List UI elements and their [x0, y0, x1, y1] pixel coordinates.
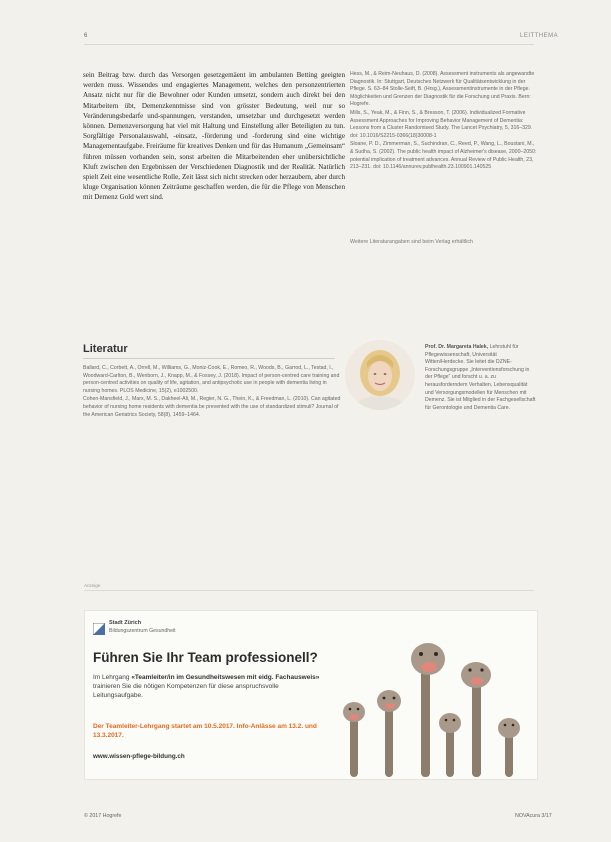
literature-heading: Literatur: [83, 343, 128, 355]
ad-text-course: «Teamleiter/in im Gesundheitswesen mit eidg. Fachausweis»: [131, 674, 320, 681]
ad-label: Anzeige: [84, 583, 101, 588]
author-name: Prof. Dr. Margareta Halek,: [425, 344, 489, 350]
city-logo-icon: [93, 622, 105, 634]
author-portrait: [345, 340, 415, 410]
author-bio: [425, 344, 537, 412]
reference-item: Hess, M., & Reim-Neuhaus, D. (2008). Assessment instruments als angewandte Diagnostik. In: Stuttgart, Deutsches Netzwerk für Qualitätsentwicklung in der Pflege. S. 63–84 Stolle-Seift, B. (Hrsg.), Assessmentinstrumente in der Pflege. Möglichkeiten und Grenzen der Diagnostik für die Forschung und Praxis. Bern: Hogrefe.: [350, 71, 535, 108]
footer-page-ref: NOVAcura 3/17: [515, 813, 552, 819]
author-bio-text: Lehrstuhl für Pflegewissenschaft, Universität Witten/Herdecke. Sie leitet die DZNE-Forschungsgruppe „Interventionsforschung in der Pflege“ und forscht u. a. zu herausforderndem Verhalten, Lebensqualität und Versorgungsmodellen für Menschen mit Demenz. Sie ist Mitglied in der Fachgesellschaft für Gerontologie und Dementia Care.: [425, 344, 536, 411]
reference-item: Cohen-Mansfield, J., Marx, M. S., Dakheel-Ali, M., Regier, N. G., Thein, K., & Freedman, L. (2010). Can agitated behavior of nursing home residents with dementia be prevented with the use of standardized stimuli? Journal of the American Geriatrics Society, 58(8), 1459–1464.: [83, 396, 341, 418]
ad-call-to-action: Der Teamleiter-Lehrgang startet am 10.5.2017. Info-Anlässe am 13.2. und 13.3.2017.: [93, 723, 317, 739]
ad-text: [93, 674, 323, 700]
literature-divider: [83, 358, 335, 359]
running-head: LEITTHEMA: [520, 33, 559, 39]
reference-item: Sloane, P. D., Zimmerman, S., Suchindran, C., Reed, P., Wang, L., Boustani, M., & Sudha, S. (2002). The public health impact of Alzheimer's disease, 2000–2050: potential implication of treatment advances. Annual Review of Public Health, 23, 213–231. doi: 10.1146/annurev.publhealth.23.100901.140525: [350, 141, 537, 171]
reference-item: Mills, S., Yeak, M., & Finn, S., & Bresson, T. (2006). Individualized Formative Assessment Approaches for Improving Behavior Management of Dementia: Lessons from a Cluster Randomised Study. The Lancet Psychiatry, 5, 316–329. doi: 10.1016/S2215-0366(18)30008-1: [350, 109, 533, 139]
ad-org-name: Stadt Zürich: [109, 620, 142, 626]
page-number: 6: [84, 33, 88, 39]
ad-org-sub: Bildungszentrum Gesundheit: [109, 628, 176, 634]
reference-item: Ballard, C., Corbett, A., Orrell, M., Williams, G., Moniz-Cook, E., Romeo, R., Woods, B., Garrod, L., Testad, I., Woodward-Carlton, B., Wenborn, J., Knapp, M., & Fossey, J. (2018). Impact of person-centred care training and person-centred activities on quality of life, agitation, and antipsychotic use in people with dementia living in nursing homes. PLOS Medicine, 15(2), e1002500.: [83, 365, 340, 394]
ad-text-rest: trainieren Sie die nötigen Kompetenzen für diese anspruchsvolle Leitungsaufgabe.: [93, 682, 279, 699]
reference-list-left: [83, 365, 341, 420]
literature-note: Weitere Literaturangaben sind beim Verlag erhältlich: [350, 239, 473, 245]
ad-url-link[interactable]: www.wissen-pflege-bildung.ch: [93, 753, 185, 760]
header-divider: [84, 44, 534, 45]
ostrich-photo: [325, 619, 535, 777]
advertisement[interactable]: [84, 610, 538, 780]
ad-text-intro: Im Lehrgang: [93, 674, 130, 681]
body-text: sein Beitrag bzw. durch das Versorgen gesetzgemäent im ambulanten Betting geeigten werden muss. Wissendes und engagiertes Management, welches den personzentrierten Ansatz nicht nur für die Bewohner oder Kunden umsetzt, sondern auch direkt bei den Mitarbeitern übt, Demenzkenntnisse sind von grösster Bedeutung, weil nur so Veränderungsbedarfe und-spannungen, verstanden, umsetzbar und durchgesetzt werden können. Demenzversorgung hat viel mit Haltung und Einstellung aller Beteiligten zu tun. Sorgfältige Personalauswahl, -einsatz, -förderung und -forderung sind eine wichtige Managementaufgabe. Freiräume für kreatives Denken und für das Humanum „Gemeinsam“ führen müssen vorhanden sein, sonst arbeiten die Mitarbeitenden eher unübersichtliche Kluft zwischen den Ergebnissen der Verschiedenen Diagnostik und der Realität. Natürlich spielt Zeit eine wesentliche Rolle, Zeit lässt sich nicht strecken oder herzaubern, aber durch kluge Organisation können Zeiträume geschaffen werden, die für die Pflege von Menschen mit Demenz Gold wert sind.: [83, 71, 345, 202]
ad-divider: [84, 590, 534, 591]
footer-copyright: © 2017 Hogrefe: [84, 813, 122, 819]
ad-headline: Führen Sie Ihr Team professionell?: [93, 650, 318, 665]
reference-list-right: [350, 71, 538, 173]
